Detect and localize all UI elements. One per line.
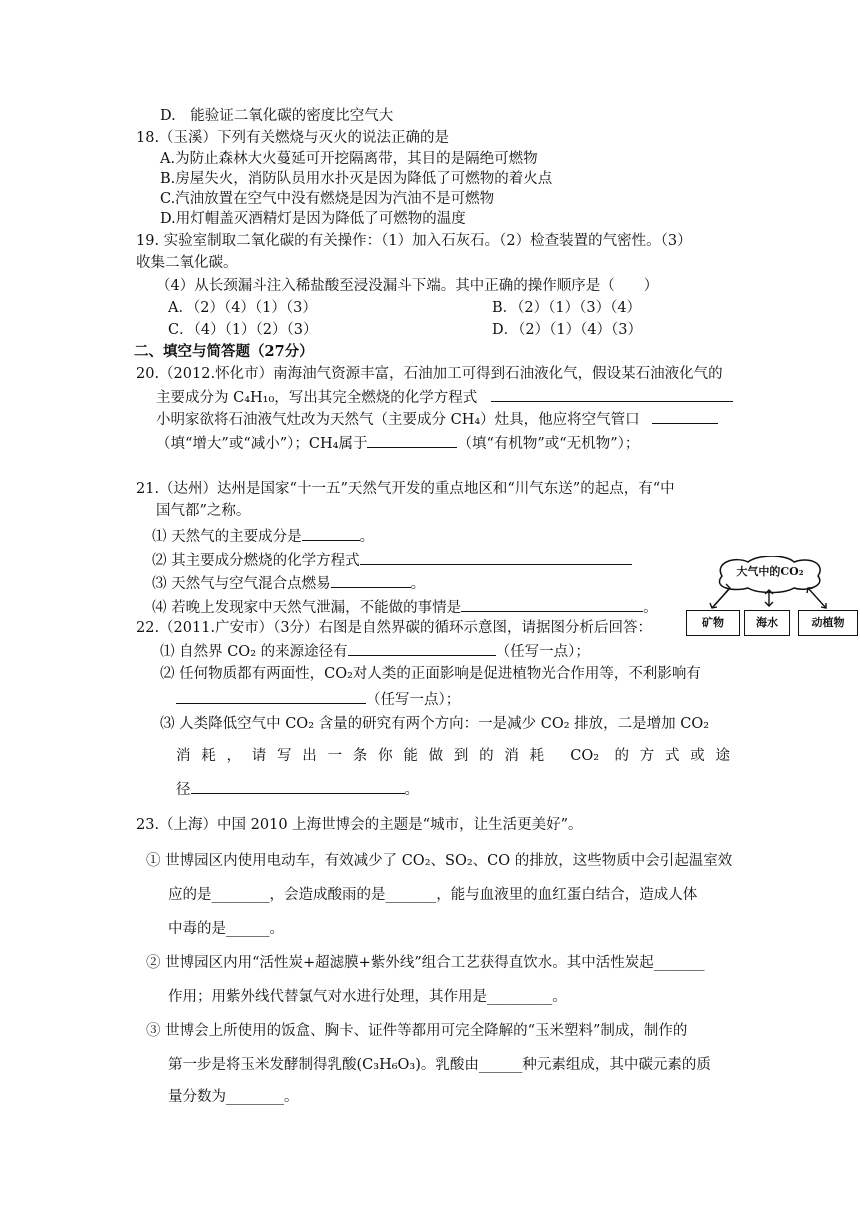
q21-blank-main-component[interactable] — [302, 525, 360, 541]
q21-line1: 21.（达州）达州是国家“十一五”天然气开发的重点地区和“川气东送”的起点，有“中 — [136, 481, 675, 497]
carbon-cycle-diagram — [686, 556, 858, 648]
q22-blank-negative[interactable] — [176, 688, 366, 704]
q21-item3-text: ⑶ 天然气与空气混合点燃易 — [152, 576, 331, 592]
q22-blank-consume[interactable] — [191, 778, 405, 794]
q20-line4 — [156, 432, 639, 454]
q23-c-line1: ③ 世博会上所使用的饭盒、胸卡、证件等都用可完全降解的“玉米塑料”制成，制作的 — [146, 1023, 688, 1039]
diagram-box-organisms: 动植物 — [798, 610, 858, 636]
q21-item3-end: 。 — [410, 576, 426, 592]
q22-line1: 22.（2011.广安市）（3分）右图是自然界碳的循环示意图，请据图分析后回答： — [136, 620, 653, 636]
q21-blank-ignite[interactable] — [331, 572, 411, 588]
q20-line1: 20.（2012.怀化市）南海油气资源丰富，石油加工可得到石油液化气，假设某石油液化气的 — [136, 366, 723, 382]
q21-item3 — [152, 572, 425, 594]
q23-a-line3: 中毒的是______。 — [168, 921, 284, 937]
q22-item3-last-text: 径 — [176, 782, 191, 798]
q20-blank-air-pipe[interactable] — [652, 408, 718, 424]
arrow-center-vertical — [765, 590, 773, 606]
q21-item1 — [152, 525, 374, 547]
q23-line1: 23.（上海）中国 2010 上海世博会的主题是“城市，让生活更美好”。 — [136, 817, 583, 833]
q18-option-a: A.为防止森林大火蔓延可开挖隔离带，其目的是隔绝可燃物 — [160, 151, 538, 167]
q21-item2-text: ⑵ 其主要成分燃烧的化学方程式 — [152, 553, 360, 569]
q22-item3-last — [176, 778, 419, 800]
q19-stem-line2: 收集二氧化碳。 — [136, 255, 238, 271]
q20-line4-text-a: （填“增大”或“减小”）；CH₄属于 — [156, 436, 368, 452]
q22-item3-end: 。 — [404, 782, 419, 798]
q21-line2: 国气都”之称。 — [156, 503, 251, 519]
q22-item3-cont: 消耗，请写出一条你能做到的消耗 CO₂ 的方式或途 — [176, 748, 730, 764]
q21-item4 — [152, 596, 658, 618]
q23-b-line2: 作用；用紫外线代替氯气对水进行处理，其作用是_________。 — [168, 989, 567, 1005]
q22-item3: ⑶ 人类降低空气中 CO₂ 含量的研究有两个方向：一是减少 CO₂ 排放，二是增加 CO₂ — [160, 716, 710, 732]
arrow-right-diagonal — [807, 588, 826, 608]
q21-blank-leak[interactable] — [461, 596, 643, 612]
q22-item2-cont — [176, 688, 460, 710]
q20-blank-equation[interactable] — [491, 386, 733, 402]
q19-option-a: A．（2）（4）（1）（3） — [168, 300, 317, 316]
q20-line3-text: 小明家欲将石油液气灶改为天然气（主要成分 CH₄）灶具，他应将空气管口 — [156, 412, 640, 428]
q22-item2-end: （任写一点）； — [366, 692, 461, 708]
q21-blank-equation[interactable] — [360, 549, 632, 565]
q17-option-d: D. 能验证二氧化碳的密度比空气大 — [160, 108, 394, 124]
q21-item4-end: 。 — [643, 600, 658, 616]
diagram-box-seawater: 海水 — [744, 610, 790, 636]
q23-c-line2: 第一步是将玉米发酵制得乳酸(C₃H₆O₃)。乳酸由______种元素组成，其中碳元素的质 — [168, 1057, 711, 1073]
q20-line4-text-b: （填“有机物”或“无机物”）； — [457, 436, 640, 452]
q18-option-c: C.汽油放置在空气中没有燃烧是因为汽油不是可燃物 — [160, 191, 495, 207]
q21-item1-end: 。 — [359, 529, 375, 545]
q22-item1-end: （任写一点）； — [495, 644, 590, 660]
q21-item1-text: ⑴ 天然气的主要成分是 — [152, 529, 302, 545]
q20-line3 — [156, 408, 718, 430]
q22-blank-source[interactable] — [348, 640, 496, 656]
q19-option-b: B．（2）（1）（3）（4） — [492, 300, 642, 316]
q20-line2-text: 主要成分为 C₄H₁₀，写出其完全燃烧的化学方程式 — [156, 390, 478, 406]
diagram-box-minerals: 矿物 — [686, 610, 740, 636]
q19-option-d: D．（2）（1）（4）（3） — [492, 322, 643, 338]
q23-b-line1: ② 世博园区内用“活性炭+超滤膜+紫外线”组合工艺获得直饮水。其中活性炭起_______ — [146, 955, 705, 971]
section-title: 二、填空与简答题（27分） — [134, 343, 314, 360]
q18-stem: 18.（玉溪）下列有关燃烧与灭火的说法正确的是 — [136, 130, 450, 146]
q23-a-line1: ① 世博园区内使用电动车，有效减少了 CO₂、SO₂、CO 的排放，这些物质中会引起温室效 — [146, 853, 733, 869]
q18-option-b: B.房屋失火，消防队员用水扑灭是因为降低了可燃物的着火点 — [160, 171, 553, 187]
q21-item2 — [152, 549, 632, 571]
q20-line2 — [156, 386, 733, 408]
q19-option-c: C．（4）（1）（2）（3） — [168, 322, 318, 338]
q18-option-d: D.用灯帽盖灭酒精灯是因为降低了可燃物的温度 — [160, 211, 466, 227]
q19-stem-line3: （4）从长颈漏斗注入稀盐酸至浸没漏斗下端。其中正确的操作顺序是（ ） — [156, 278, 659, 294]
q23-c-line3: 量分数为________。 — [168, 1089, 299, 1105]
q22-item1-text: ⑴ 自然界 CO₂ 的来源途径有 — [160, 644, 348, 660]
q21-item4-text: ⑷ 若晚上发现家中天然气泄漏，不能做的事情是 — [152, 600, 462, 616]
diagram-atmosphere-label: 大气中的CO₂ — [736, 565, 804, 578]
q22-item1 — [160, 640, 590, 662]
q19-stem-line1: 19. 实验室制取二氧化碳的有关操作：（1）加入石灰石。（2）检查装置的气密性。（3） — [136, 233, 692, 249]
q23-a-line2: 应的是________，会造成酸雨的是_______，能与血液里的血红蛋白结合，造成人体 — [168, 887, 698, 903]
q20-blank-organic[interactable] — [367, 432, 457, 448]
q22-item2: ⑵ 任何物质都有两面性，CO₂对人类的正面影响是促进植物光合作用等，不利影响有 — [160, 666, 701, 682]
